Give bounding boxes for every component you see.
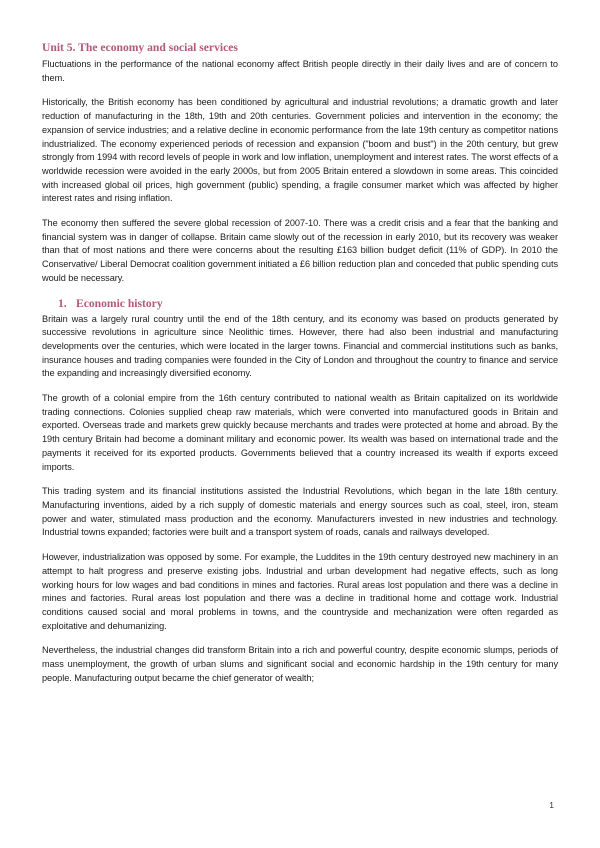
intro-paragraph: Historically, the British economy has been conditioned by agricultural and industrial revolutions; a dramatic growth and later reduction of manufacturing in the 18th, 19th and 20th centuries. Government policies and intervention in the economy; the expansion of service industries; and a relative decline in economic performance from the late 19th century as competitor nations industrialized. The economy experienced periods of recession and expansion ("boom and bust") in the 20th century, but grew strongly from 1994 with record levels of people in work and low inflation, unemployment and interest rates. The worst effects of a worldwide recession were avoided in the early 2000s, but from 2005 Britain entered a slowdown in some areas. This coincided with increased global oil prices, high government (public) spending, a fragile consumer market which was affected by higher interest rates and rising inflation. — [42, 97, 558, 204]
body-paragraph: This trading system and its financial institutions assisted the Industrial Revolutions, which began in the late 18th century. Manufacturing inventions, aided by a rich supply of domestic materials and energy sources such as coal, steel, iron, steam power and water, stimulated mass production and the economy. Manufacturers invested in new industries and technology. Industrial towns expanded; factories were built and a transport system of roads, canals and railways developed. — [42, 486, 558, 538]
section-title: Economic history — [76, 296, 163, 310]
unit-title: Unit 5. The economy and social services — [42, 41, 238, 54]
intro-paragraph: The economy then suffered the severe global recession of 2007-10. There was a credit crisis and a fear that the banking and financial system was in danger of collapse. Britain came slowly out of the recession in early 2010, but its recovery was weaker than that of most nations and there were concerns about the resulting £163 billion budget deficit (11% of GDP). In 2010 the Conservative/ Liberal Democrat coalition government initiated a £6 billion reduction plan and conceded that public spending cuts would be necessary. — [42, 218, 558, 283]
body-paragraph: However, industrialization was opposed by some. For example, the Luddites in the 19th century destroyed new machinery in an attempt to halt progress and preserve existing jobs. Industrial and urban development had negative effects, such as long working hours for low wages and bad conditions in mines and factories. Rural areas lost population and there was a decline in mines and factories. Rural areas lost population and there was a decline in traditional home and cottage work. Industrial conditions caused social and moral problems in towns, and the countryside and mechanization were often regarded as exploitative and dehumanizing. — [42, 552, 558, 631]
body-paragraph: Nevertheless, the industrial changes did transform Britain into a rich and powerful country, despite economic slumps, periods of mass unemployment, the growth of urban slums and significant social and economic hardship in the 19th century for many people. Manufacturing output became the chief generator of wealth; — [42, 645, 558, 683]
intro-paragraph: Fluctuations in the performance of the national economy affect British people directly in their daily lives and are of concern to them. — [42, 59, 558, 83]
section-number: 1. — [58, 296, 67, 310]
page-number: 1 — [549, 800, 554, 810]
body-paragraph: The growth of a colonial empire from the 16th century contributed to national wealth as Britain capitalized on its worldwide trading connections. Colonies supplied cheap raw materials, which were converted into manufactured goods in Britain and exported. Overseas trade and markets grew quickly because merchants and trades were protected at home and abroad. By the 19th century Britain had become a dominant military and economic power. Its wealth was based on international trade and the payments it received for its exported products. Governments believed that a country increased its wealth if exports exceed imports. — [42, 393, 558, 472]
section-heading — [42, 297, 558, 311]
body-paragraph: Britain was a largely rural country until the end of the 18th century, and its economy was based on products generated by successive revolutions in agriculture since Neolithic times. However, there had also been industrial and manufacturing developments over the centuries, which were located in the larger towns. Financial and commercial institutions such as banks, insurance houses and trading companies were founded in the City of London and throughout the country to finance and service the expanding and increasingly diversified economy. — [42, 313, 558, 379]
